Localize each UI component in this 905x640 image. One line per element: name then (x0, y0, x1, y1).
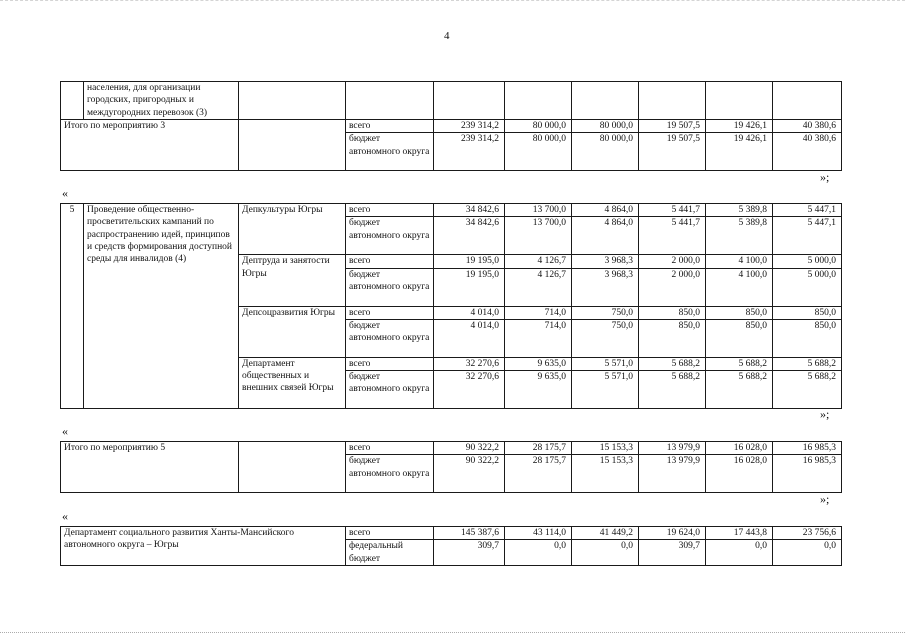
value-cell: 4 864,0 (572, 204, 639, 217)
source-label: федеральный бюджет (346, 540, 434, 566)
table-cell (61, 82, 84, 120)
value-cell: 850,0 (706, 319, 773, 357)
value-cell: 5 688,2 (639, 371, 706, 409)
value-cell: 19 426,1 (706, 120, 773, 133)
total-label: Итого по мероприятию 3 (61, 120, 239, 171)
value-cell: 41 449,2 (572, 527, 639, 540)
value-cell: 19 507,5 (639, 133, 706, 171)
value-cell: 5 447,1 (773, 217, 842, 255)
value-cell: 0,0 (773, 540, 842, 566)
value-cell: 80 000,0 (572, 133, 639, 171)
value-cell: 28 175,7 (505, 455, 572, 493)
value-cell: 16 985,3 (773, 455, 842, 493)
source-label: всего (346, 442, 434, 455)
source-label: всего (346, 527, 434, 540)
value-cell: 309,7 (434, 540, 505, 566)
opening-quote: « (62, 186, 68, 200)
table-cell (572, 82, 639, 120)
value-cell: 3 968,3 (572, 268, 639, 306)
value-cell: 714,0 (505, 319, 572, 357)
value-cell: 239 314,2 (434, 133, 505, 171)
value-cell: 850,0 (639, 306, 706, 319)
source-label: всего (346, 357, 434, 370)
value-cell: 34 842,6 (434, 217, 505, 255)
value-cell: 9 635,0 (505, 357, 572, 370)
value-cell: 5 688,2 (706, 371, 773, 409)
scan-bottom-edge (0, 632, 905, 634)
table-cell (706, 82, 773, 120)
value-cell: 28 175,7 (505, 442, 572, 455)
value-cell: 4 014,0 (434, 306, 505, 319)
value-cell: 5 441,7 (639, 204, 706, 217)
value-cell: 4 014,0 (434, 319, 505, 357)
value-cell: 5 000,0 (773, 268, 842, 306)
value-cell: 850,0 (639, 319, 706, 357)
value-cell: 9 635,0 (505, 371, 572, 409)
source-label: всего (346, 120, 434, 133)
measure-name: Проведение общественно-просветительских кампаний по распространению идей, принципов и средств формирования доступной среды для инвалидов (4) (84, 204, 239, 409)
department-label: Департамент социального развития Ханты-Мансийского автономного округа – Югры (61, 527, 346, 566)
value-cell: 5 389,8 (706, 204, 773, 217)
opening-quote: « (62, 509, 68, 523)
value-cell: 5 000,0 (773, 255, 842, 268)
table-cell (346, 82, 434, 120)
organization: Депсоцразвития Югры (239, 306, 346, 357)
value-cell: 15 153,3 (572, 442, 639, 455)
value-cell: 17 443,8 (706, 527, 773, 540)
organization: Депкультуры Югры (239, 204, 346, 255)
organization: Дептруда и занятости Югры (239, 255, 346, 306)
table-cell (239, 82, 346, 120)
scan-top-edge (0, 0, 905, 2)
page-number: 4 (444, 30, 450, 42)
source-label: всего (346, 306, 434, 319)
value-cell: 5 688,2 (639, 357, 706, 370)
value-cell: 750,0 (572, 306, 639, 319)
value-cell: 19 426,1 (706, 133, 773, 171)
source-label: всего (346, 255, 434, 268)
value-cell: 90 322,2 (434, 455, 505, 493)
table-cell (239, 442, 346, 493)
source-label: бюджет автономного округа (346, 268, 434, 306)
table-measure-5-total (60, 441, 842, 493)
value-cell: 4 100,0 (706, 268, 773, 306)
value-cell: 13 700,0 (505, 217, 572, 255)
value-cell: 13 700,0 (505, 204, 572, 217)
value-cell: 5 447,1 (773, 204, 842, 217)
value-cell: 40 380,6 (773, 133, 842, 171)
value-cell: 80 000,0 (505, 120, 572, 133)
value-cell: 850,0 (706, 306, 773, 319)
value-cell: 5 688,2 (706, 357, 773, 370)
table-cell (434, 82, 505, 120)
closing-quote: »; (820, 407, 830, 421)
source-label: всего (346, 204, 434, 217)
value-cell: 2 000,0 (639, 268, 706, 306)
value-cell: 13 979,9 (639, 442, 706, 455)
value-cell: 3 968,3 (572, 255, 639, 268)
value-cell: 5 389,8 (706, 217, 773, 255)
closing-quote: »; (820, 170, 830, 184)
value-cell: 5 571,0 (572, 357, 639, 370)
value-cell: 19 195,0 (434, 268, 505, 306)
value-cell: 90 322,2 (434, 442, 505, 455)
value-cell: 145 387,6 (434, 527, 505, 540)
value-cell: 16 028,0 (706, 442, 773, 455)
value-cell: 19 624,0 (639, 527, 706, 540)
value-cell: 4 126,7 (505, 255, 572, 268)
value-cell: 0,0 (706, 540, 773, 566)
source-label: бюджет автономного округа (346, 455, 434, 493)
table-cell (239, 120, 346, 171)
total-label: Итого по мероприятию 5 (61, 442, 239, 493)
source-label: бюджет автономного округа (346, 133, 434, 171)
value-cell: 4 100,0 (706, 255, 773, 268)
value-cell: 5 688,2 (773, 357, 842, 370)
value-cell: 5 688,2 (773, 371, 842, 409)
row-description: населения, для организации городских, пригородных и междугородних перевозок (3) (84, 82, 239, 120)
table-measure-5 (60, 203, 842, 409)
value-cell: 0,0 (572, 540, 639, 566)
value-cell: 4 126,7 (505, 268, 572, 306)
value-cell: 850,0 (773, 306, 842, 319)
value-cell: 19 195,0 (434, 255, 505, 268)
value-cell: 16 985,3 (773, 442, 842, 455)
organization: Департамент общественных и внешних связей Югры (239, 357, 346, 408)
value-cell: 43 114,0 (505, 527, 572, 540)
table-cell (639, 82, 706, 120)
table-social-development-dept (60, 526, 842, 566)
table-cell (505, 82, 572, 120)
row-number: 5 (61, 204, 84, 409)
opening-quote: « (62, 424, 68, 438)
value-cell: 850,0 (773, 319, 842, 357)
value-cell: 5 441,7 (639, 217, 706, 255)
value-cell: 750,0 (572, 319, 639, 357)
value-cell: 80 000,0 (572, 120, 639, 133)
value-cell: 5 571,0 (572, 371, 639, 409)
value-cell: 32 270,6 (434, 357, 505, 370)
value-cell: 714,0 (505, 306, 572, 319)
closing-quote: »; (820, 492, 830, 506)
value-cell: 23 756,6 (773, 527, 842, 540)
source-label: бюджет автономного округа (346, 371, 434, 409)
value-cell: 15 153,3 (572, 455, 639, 493)
value-cell: 80 000,0 (505, 133, 572, 171)
table-cell (773, 82, 842, 120)
value-cell: 4 864,0 (572, 217, 639, 255)
value-cell: 40 380,6 (773, 120, 842, 133)
source-label: бюджет автономного округа (346, 319, 434, 357)
value-cell: 19 507,5 (639, 120, 706, 133)
source-label: бюджет автономного округа (346, 217, 434, 255)
value-cell: 2 000,0 (639, 255, 706, 268)
value-cell: 34 842,6 (434, 204, 505, 217)
value-cell: 0,0 (505, 540, 572, 566)
value-cell: 32 270,6 (434, 371, 505, 409)
value-cell: 13 979,9 (639, 455, 706, 493)
value-cell: 309,7 (639, 540, 706, 566)
table-measure-3-total (60, 81, 842, 171)
value-cell: 16 028,0 (706, 455, 773, 493)
value-cell: 239 314,2 (434, 120, 505, 133)
